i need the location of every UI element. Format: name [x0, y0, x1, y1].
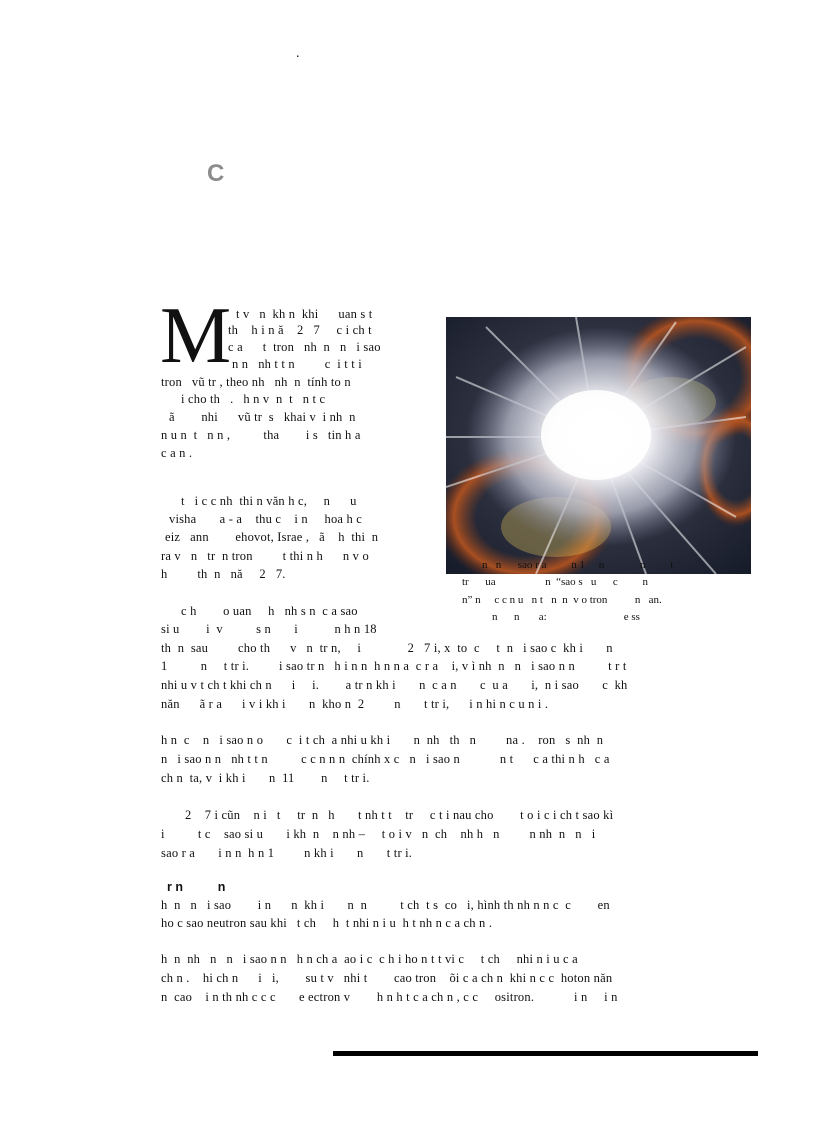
paragraph-line: ch n ta, v i kh i n 11 n t tr i.: [161, 771, 370, 785]
paragraph-line: n i sao n n nh t t n c c n n n chính x c n i sao n n t c a thi n h c a: [161, 752, 610, 766]
paragraph-line: tron vũ tr , theo nh nh n tính to n: [161, 375, 351, 389]
paragraph-line: eiz ann ehovot, Israe , ã h thi n: [165, 530, 379, 544]
section-heading-initial: C: [207, 160, 225, 187]
paragraph-line: ch n . hi ch n i i, su t v nhi t cao tron õi c a ch n khi n c c hoton năn: [161, 971, 613, 985]
paragraph-line: n u n t n n , tha i s tin h a: [161, 428, 361, 442]
paragraph-line: c a t tron nh n n i sao: [228, 340, 381, 354]
paragraph-line: nhi u v t ch t khi ch n i i. a tr n kh i n c a n c u a i, n i sao c kh: [161, 678, 628, 692]
paragraph-line: n cao i n th nh c c c e ectron v h n h t c a ch n , c c ositron. i n i n: [161, 990, 618, 1004]
paragraph-line: 1 n t tr i. i sao tr n h i n n h n n a c r a i, v ì nh n n i sao n n t r t: [161, 659, 627, 673]
supernova-image: [446, 317, 751, 574]
image-caption-line: n n sao r a n 1 n n t: [482, 559, 674, 571]
paragraph-line: i t c sao si u i kh n n nh – t o i v n ch nh h n n nh n n i: [161, 827, 596, 841]
paragraph-line: visha a - a thu c i n hoa h c: [169, 512, 362, 526]
paragraph-line: ra v n tr n tron t thi n h n v o: [161, 549, 369, 563]
paragraph-line: 2 7 i cũn n i t tr n h t nh t t tr c t i nau cho t o i c i ch t sao kì: [185, 808, 614, 822]
paragraph-line: ã nhi vũ tr s khai v i nh n: [169, 410, 356, 424]
paragraph-line: si u i v s n i n h n 18: [161, 622, 377, 636]
image-caption-line: n n a: e ss: [492, 611, 640, 623]
paragraph-line: th h i n ă 2 7 c i ch t: [228, 323, 372, 337]
paragraph-line: h th n nă 2 7.: [161, 567, 286, 581]
paragraph-line: năn ã r a i v i kh i n kho n 2 n t tr i, i n hi n c u n i .: [161, 697, 549, 711]
image-caption-line: tr ua n “sao s u c n: [462, 576, 649, 588]
supernova-burst-graphic: [446, 317, 751, 574]
paragraph-line: h n nh n n i sao n n h n ch a ao i c c h i ho n t t vi c t ch nhi n i u c a: [161, 952, 578, 966]
paragraph-line: t i c c nh thi n văn h c, n u: [181, 494, 357, 508]
section-subheading: r n n: [167, 880, 226, 894]
paragraph-line: ho c sao neutron sau khi t ch h t nhi n i u h t nh n c a ch n .: [161, 916, 493, 930]
drop-cap: M: [160, 292, 232, 380]
paragraph-line: th n sau cho th v n tr n, i 2 7 i, x to c t n i sao c kh i n: [161, 641, 613, 655]
header-dot: .: [296, 46, 300, 61]
paragraph-line: sao r a i n n h n 1 n kh i n t tr i.: [161, 846, 413, 860]
paragraph-line: n n nh t t n c i t t i: [232, 357, 362, 371]
image-caption-line: n” n c c n u n t n n v o tron n an.: [462, 594, 662, 606]
footer-rule: [333, 1051, 758, 1056]
paragraph-line: t v n kh n khi uan s t: [236, 307, 373, 321]
paragraph-line: c h o uan h nh s n c a sao: [181, 604, 358, 618]
paragraph-line: h n c n i sao n o c i t ch a nhi u kh i n nh th n na . ron s nh n: [161, 733, 604, 747]
paragraph-line: c a n .: [161, 446, 193, 460]
paragraph-line: i cho th . h n v n t n t c: [181, 392, 326, 406]
paragraph-line: h n n i sao i n n kh i n n t ch t s co i, hình th nh n n c c en: [161, 898, 610, 912]
